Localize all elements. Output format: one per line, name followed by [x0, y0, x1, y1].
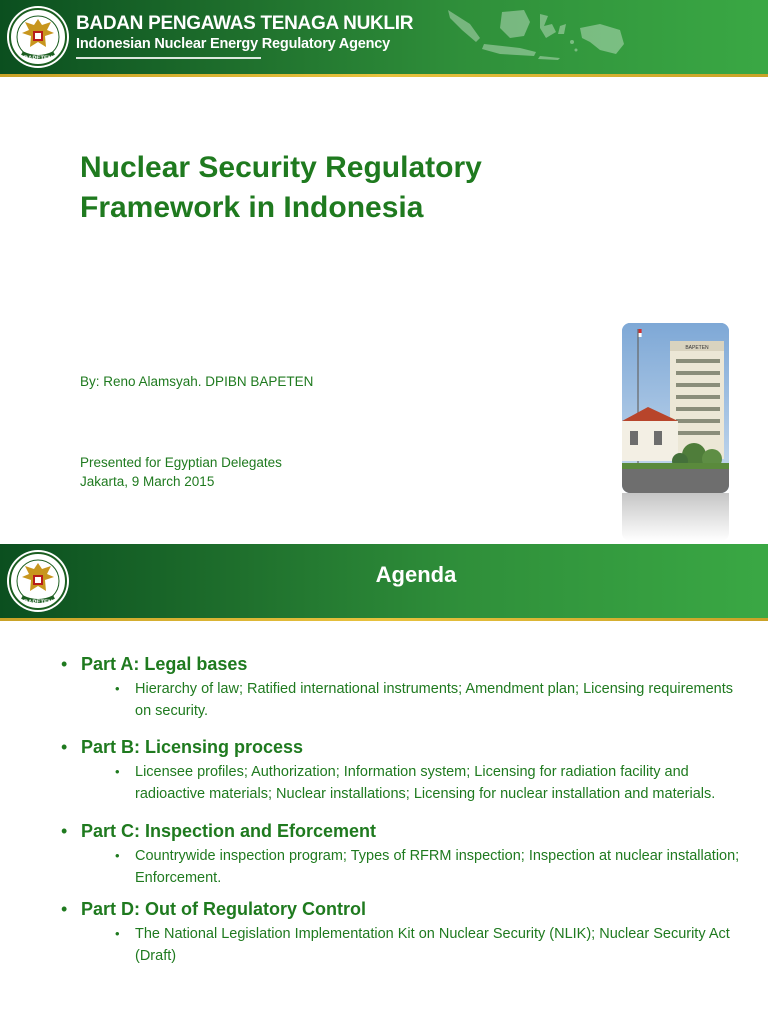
part-title: • Part B: Licensing process — [81, 737, 304, 757]
part-title: • Part A: Legal bases — [81, 654, 248, 674]
audience-line: Presented for Egyptian Delegates — [80, 455, 282, 470]
agenda-header-banner — [0, 544, 768, 618]
agency-name: BADAN PENGAWAS TENAGA NUKLIR — [76, 13, 414, 34]
indonesia-map-icon — [440, 4, 630, 70]
agenda-part-c — [60, 819, 740, 889]
svg-text:BAPETEN: BAPETEN — [23, 56, 53, 62]
author-byline: By: Reno Alamsyah. DPIBN BAPETEN — [80, 374, 314, 389]
agenda-part-d — [60, 897, 740, 967]
agenda-part-b — [60, 735, 740, 805]
photo-reflection — [622, 493, 729, 541]
garuda-emblem-icon — [6, 549, 70, 613]
svg-text:BAPETEN: BAPETEN — [23, 600, 53, 606]
place-date-line: Jakarta, 9 March 2015 — [80, 474, 215, 489]
presentation-info — [80, 453, 282, 491]
part-title: • Part C: Inspection and Eforcement — [81, 821, 377, 841]
garuda-emblem-icon — [6, 5, 70, 69]
svg-text:BAPETEN: BAPETEN — [685, 345, 709, 351]
agenda-heading: Agenda — [375, 562, 457, 587]
header-banner — [0, 0, 768, 74]
accent-line — [0, 618, 768, 621]
accent-line — [0, 74, 768, 77]
agenda-part-a — [60, 652, 740, 722]
building-photo — [622, 323, 729, 493]
agenda-list — [60, 652, 740, 967]
title-line-1: Nuclear Security Regulatory — [80, 151, 482, 184]
agenda-slide — [0, 544, 768, 1024]
part-detail: • Licensee profiles; Authorization; Information system; Licensing for radiation facility and radioactive materials; Nuclear installations; Licensing for nuclear installation and materials. — [81, 761, 740, 805]
part-title: • Part D: Out of Regulatory Control — [81, 899, 366, 919]
agency-name-english: Indonesian Nuclear Energy Regulatory Agency — [76, 36, 390, 52]
title-underline — [76, 57, 261, 59]
part-detail: • The National Legislation Implementation Kit on Nuclear Security (NLIK); Nuclear Security Act (Draft) — [81, 923, 740, 967]
presentation-title — [80, 148, 600, 228]
title-line-2: Framework in Indonesia — [80, 191, 424, 224]
part-detail: • Countrywide inspection program; Types of RFRM inspection; Inspection at nuclear installation; Enforcement. — [81, 845, 740, 889]
part-detail: • Hierarchy of law; Ratified international instruments; Amendment plan; Licensing requirements on security. — [81, 678, 740, 722]
